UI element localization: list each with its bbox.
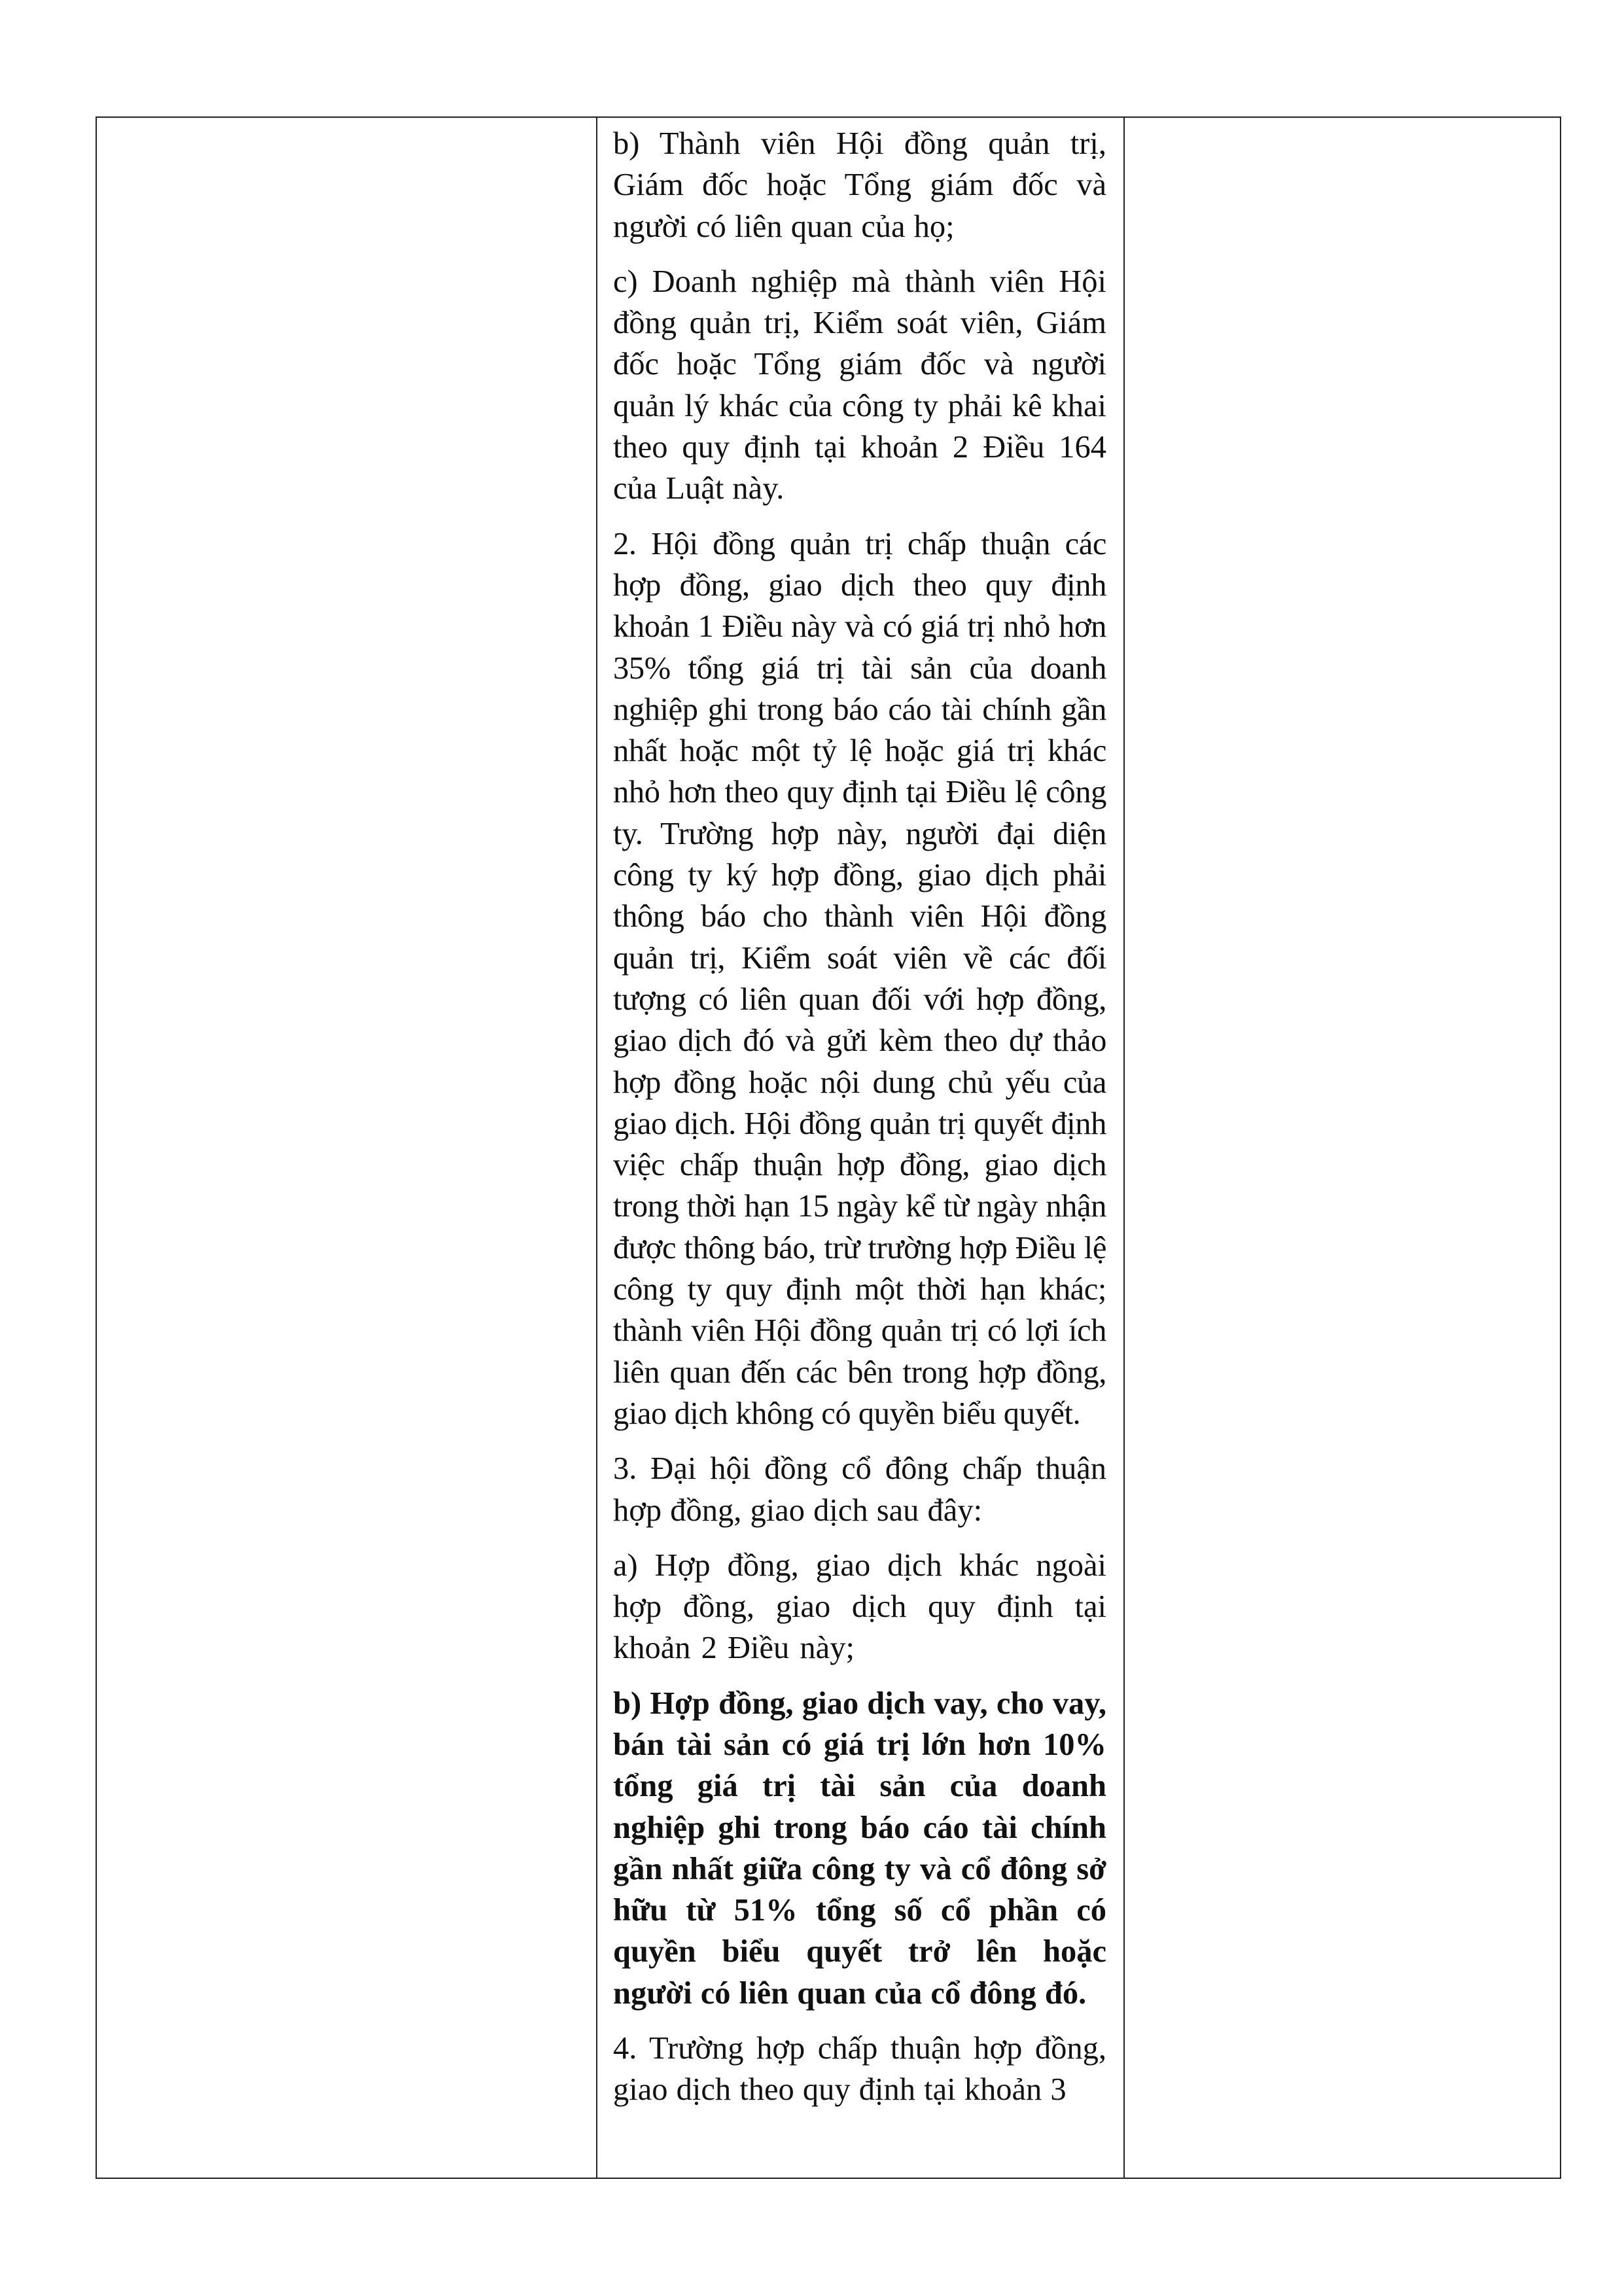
paragraph-1c: c) Doanh nghiệp mà thành viên Hội đồng quản trị, Kiểm soát viên, Giám đốc hoặc Tổng giám đốc và người quản lý khác của công ty phải kê khai theo quy định tại khoản 2 Điều 164 của Luật này.: [613, 264, 1106, 506]
document-table: [96, 116, 1561, 2179]
paragraph-3a: a) Hợp đồng, giao dịch khác ngoài hợp đồng, giao dịch quy định tại khoản 2 Điều này;: [613, 1547, 1106, 1666]
paragraph-1b: b) Thành viên Hội đồng quản trị, Giám đốc hoặc Tổng giám đốc và người có liên quan của họ;: [613, 126, 1106, 244]
left-column-cell: [97, 118, 597, 2178]
paragraph-3b: b) Hợp đồng, giao dịch vay, cho vay, bán tài sản có giá trị lớn hơn 10% tổng giá trị tài sản của doanh nghiệp ghi trong báo cáo tài chính gần nhất giữa công ty và cổ đông sở hữu từ 51% tổng số cổ phần có quyền biểu quyết trở lên hoặc người có liên quan của cổ đông đó.: [613, 1686, 1106, 2011]
paragraph-3: 3. Đại hội đồng cổ đông chấp thuận hợp đồng, giao dịch sau đây:: [613, 1451, 1106, 1528]
middle-column-cell: [597, 118, 1125, 2178]
paragraph-2: 2. Hội đồng quản trị chấp thuận các hợp đồng, giao dịch theo quy định khoản 1 Điều này và có giá trị nhỏ hơn 35% tổng giá trị tài sản của doanh nghiệp ghi trong báo cáo tài chính gần nhất hoặc một tỷ lệ hoặc giá trị khác nhỏ hơn theo quy định tại Điều lệ công ty. Trường hợp này, người đại diện công ty ký hợp đồng, giao dịch phải thông báo cho thành viên Hội đồng quản trị, Kiểm soát viên về các đối tượng có liên quan đối với hợp đồng, giao dịch đó và gửi kèm theo dự thảo hợp đồng hoặc nội dung chủ yếu của giao dịch. Hội đồng quản trị quyết định việc chấp thuận hợp đồng, giao dịch trong thời hạn 15 ngày kể từ ngày nhận được thông báo, trừ trường hợp Điều lệ công ty quy định một thời hạn khác; thành viên Hội đồng quản trị có lợi ích liên quan đến các bên trong hợp đồng, giao dịch không có quyền biểu quyết.: [613, 526, 1106, 1431]
paragraph-4: 4. Trường hợp chấp thuận hợp đồng, giao dịch theo quy định tại khoản 3: [613, 2031, 1106, 2108]
right-column-cell: [1125, 118, 1560, 2178]
